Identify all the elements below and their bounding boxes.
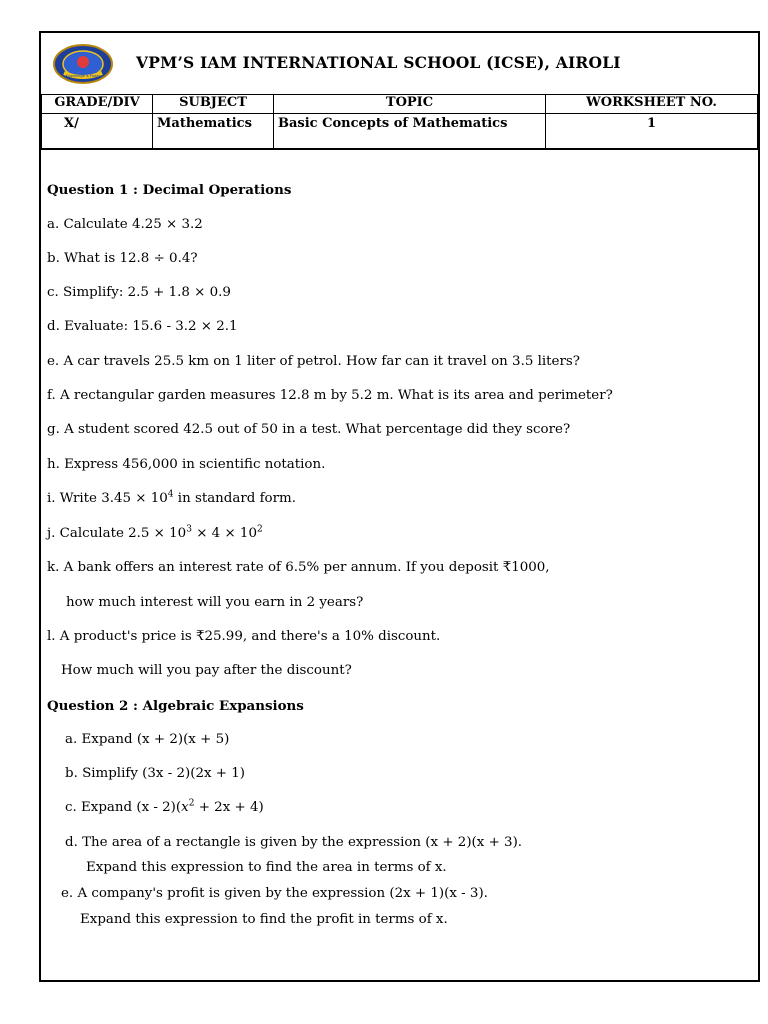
q2-item-c-exponent: 2 xyxy=(188,798,195,809)
q2-item-a: a. Expand (x + 2)(x + 5) xyxy=(65,732,230,747)
q2-item-e-line1: e. A company's profit is given by the expression (2x + 1)(x - 3). xyxy=(61,886,488,901)
question-2-title: Question 2 : Algebraic Expansions xyxy=(47,698,304,714)
q2-item-c-text: c. Expand (x - 2)( xyxy=(65,800,182,815)
q1-item-j-exponent-2: 2 xyxy=(256,524,263,535)
q1-item-l-line2: How much will you pay after the discount? xyxy=(61,663,352,678)
q2-item-e-line2: Expand this expression to find the profit in terms of x. xyxy=(80,912,448,927)
q2-item-c xyxy=(65,799,264,817)
worksheet-value: 1 xyxy=(546,114,758,150)
q1-item-j-text: j. Calculate 2.5 × 10 xyxy=(47,526,187,541)
q1-item-a: a. Calculate 4.25 × 3.2 xyxy=(47,217,203,232)
divider xyxy=(41,148,758,149)
q1-item-i-exponent: 4 xyxy=(167,489,174,500)
q1-item-i xyxy=(47,490,296,508)
q1-item-j-exponent-1: 3 xyxy=(186,524,192,535)
q1-item-f: f. A rectangular garden measures 12.8 m by 5.2 m. What is its area and perimeter? xyxy=(47,388,613,403)
q1-item-k-line2: how much interest will you earn in 2 years? xyxy=(66,595,364,610)
q1-item-j-mid: × 4 × 10 xyxy=(191,526,257,541)
q1-item-h: h. Express 456,000 in scientific notation. xyxy=(47,457,326,472)
col-worksheet-header: WORKSHEET NO. xyxy=(546,95,758,114)
q2-item-d-line2: Expand this expression to find the area in terms of x. xyxy=(86,860,447,875)
q1-item-g: g. A student scored 42.5 out of 50 in a test. What percentage did they score? xyxy=(47,422,571,437)
q1-item-c: c. Simplify: 2.5 + 1.8 × 0.9 xyxy=(47,285,231,300)
q1-item-i-text: i. Write 3.45 × 10 xyxy=(47,491,168,506)
q2-item-c-tail: + 2x + 4) xyxy=(194,800,264,815)
subject-value: Mathematics xyxy=(153,114,274,150)
q1-item-i-tail: in standard form. xyxy=(173,491,296,506)
q2-item-c-var: x xyxy=(181,800,189,815)
col-topic-header: TOPIC xyxy=(274,95,546,114)
col-subject-header: SUBJECT xyxy=(153,95,274,114)
grade-value: X/ xyxy=(42,114,153,150)
q1-item-b: b. What is 12.8 ÷ 0.4? xyxy=(47,251,198,266)
q2-item-d-line1: d. The area of a rectangle is given by the expression (x + 2)(x + 3). xyxy=(65,835,523,850)
q1-item-j xyxy=(47,525,263,543)
header-table xyxy=(41,94,758,150)
col-grade-header: GRADE/DIV xyxy=(42,95,153,114)
q1-item-k-line1: k. A bank offers an interest rate of 6.5% per annum. If you deposit ₹1000, xyxy=(47,560,550,575)
q1-item-l-line1: l. A product's price is ₹25.99, and there's a 10% discount. xyxy=(47,629,441,644)
q1-item-d: d. Evaluate: 15.6 - 3.2 × 2.1 xyxy=(47,319,238,334)
svg-text:Knowledge is Power: Knowledge is Power xyxy=(65,74,101,78)
school-name: VPM’S IAM INTERNATIONAL SCHOOL (ICSE), AIROLI xyxy=(136,53,621,72)
q1-item-e: e. A car travels 25.5 km on 1 liter of petrol. How far can it travel on 3.5 liters? xyxy=(47,354,580,369)
question-1-title: Question 1 : Decimal Operations xyxy=(47,182,292,198)
school-logo xyxy=(52,43,114,85)
q2-item-b: b. Simplify (3x - 2)(2x + 1) xyxy=(65,766,246,781)
topic-value: Basic Concepts of Mathematics xyxy=(274,114,546,150)
